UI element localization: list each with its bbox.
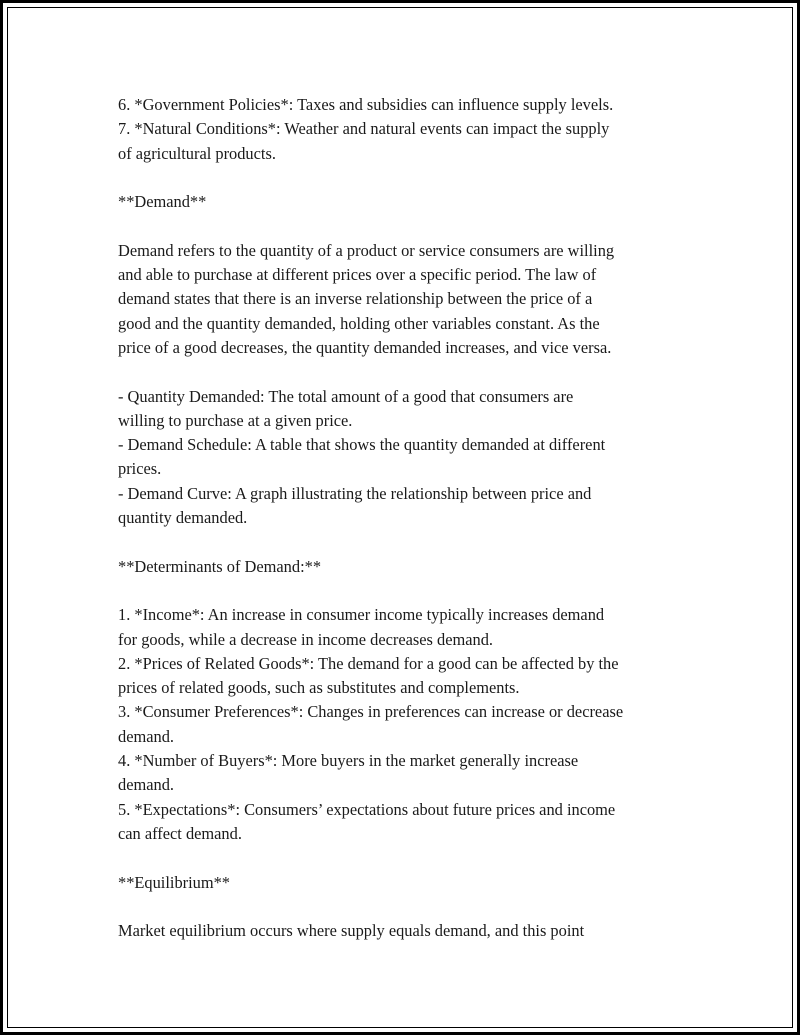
- paragraph-gap: [118, 579, 698, 603]
- text-line: 6. *Government Policies*: Taxes and subsidies can influence supply levels.: [118, 95, 614, 114]
- determinants-list: [118, 603, 698, 846]
- text-line: price of a good decreases, the quantity demanded increases, and vice versa.: [118, 337, 612, 357]
- text-line: - Demand Schedule: A table that shows the quantity demanded at different: [118, 435, 606, 455]
- equilibrium-paragraph: [118, 919, 698, 943]
- text-line: Market equilibrium occurs where supply equals demand, and this point: [118, 921, 585, 941]
- paragraph-gap: [118, 166, 698, 190]
- text-line: demand states that there is an inverse relationship between the price of a: [118, 289, 593, 309]
- demand-terms-list: [118, 385, 698, 531]
- section-heading: **Demand**: [118, 192, 207, 212]
- text-line: demand.: [118, 775, 174, 795]
- text-line: quantity demanded.: [118, 508, 248, 528]
- list-item: [118, 433, 698, 482]
- list-item: [118, 700, 698, 749]
- determinants-heading: [118, 555, 698, 579]
- document-body: [118, 93, 698, 943]
- text-line: - Demand Curve: A graph illustrating the relationship between price and: [118, 483, 592, 503]
- demand-paragraph: [118, 239, 698, 360]
- text-line: willing to purchase at a given price.: [118, 410, 353, 430]
- section-heading: **Equilibrium**: [118, 872, 230, 892]
- text-line: 2. *Prices of Related Goods*: The demand for a good can be affected by the: [118, 653, 619, 673]
- list-item: [118, 749, 698, 798]
- text-line: 7. *Natural Conditions*: Weather and natural events can impact the supply: [118, 119, 610, 139]
- demand-heading: [118, 190, 698, 214]
- paragraph-gap: [118, 530, 698, 554]
- list-item: [118, 482, 698, 531]
- paragraph-gap: [118, 846, 698, 870]
- text-line: Demand refers to the quantity of a product or service consumers are willing: [118, 240, 615, 260]
- text-line: of agricultural products.: [118, 143, 276, 163]
- equilibrium-heading: [118, 871, 698, 895]
- list-item: [118, 798, 698, 847]
- list-item: [118, 603, 698, 652]
- text-line: demand.: [118, 726, 174, 746]
- paragraph-gap: [118, 360, 698, 384]
- text-line: for goods, while a decrease in income decreases demand.: [118, 629, 494, 649]
- list-item: [118, 652, 698, 701]
- text-line: 5. *Expectations*: Consumers’ expectations about future prices and income: [118, 799, 616, 819]
- list-item: [118, 93, 698, 117]
- text-line: good and the quantity demanded, holding other variables constant. As the: [118, 313, 600, 333]
- text-line: 4. *Number of Buyers*: More buyers in the market generally increase: [118, 751, 579, 771]
- text-line: can affect demand.: [118, 823, 242, 843]
- text-line: - Quantity Demanded: The total amount of a good that consumers are: [118, 386, 574, 406]
- text-line: and able to purchase at different prices over a specific period. The law of: [118, 265, 597, 285]
- text-line: prices.: [118, 459, 162, 479]
- intro-list: [118, 93, 698, 166]
- text-line: 3. *Consumer Preferences*: Changes in preferences can increase or decrease: [118, 702, 624, 722]
- list-item: [118, 117, 698, 166]
- text-line: 1. *Income*: An increase in consumer income typically increases demand: [118, 605, 605, 625]
- section-heading: **Determinants of Demand:**: [118, 556, 322, 576]
- text-line: prices of related goods, such as substitutes and complements.: [118, 678, 520, 698]
- paragraph-gap: [118, 214, 698, 238]
- list-item: [118, 385, 698, 434]
- paragraph-gap: [118, 895, 698, 919]
